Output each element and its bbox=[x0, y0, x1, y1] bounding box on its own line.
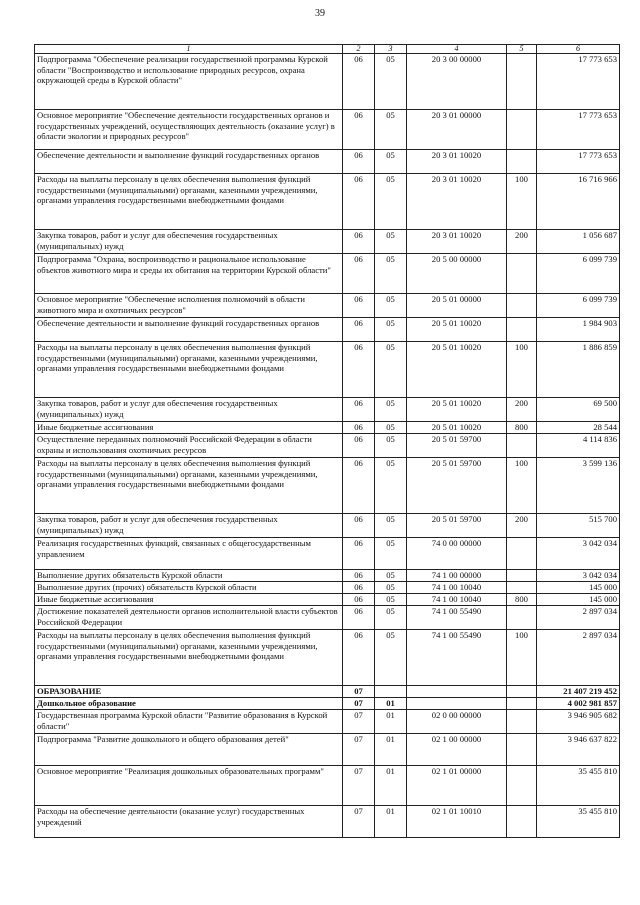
row-expense-type bbox=[507, 54, 537, 110]
row-subsection bbox=[375, 686, 407, 698]
row-amount: 21 407 219 452 bbox=[537, 686, 620, 698]
row-name: Основное мероприятие "Обеспечение деятельности государственных органов и государственных учреждений, осуществляющих деятельность (оказание услуг) в области экологии и природных ресурсов" bbox=[35, 110, 343, 150]
column-header: 4 bbox=[407, 45, 507, 54]
row-amount: 1 056 687 bbox=[537, 230, 620, 254]
row-subsection: 05 bbox=[375, 570, 407, 582]
row-expense-type: 200 bbox=[507, 514, 537, 538]
row-subsection: 05 bbox=[375, 630, 407, 686]
row-section: 06 bbox=[343, 606, 375, 630]
row-article: 20 3 00 00000 bbox=[407, 54, 507, 110]
row-name: Выполнение других (прочих) обязательств Курской области bbox=[35, 582, 343, 594]
table-row bbox=[35, 766, 620, 806]
row-expense-type bbox=[507, 710, 537, 734]
row-section: 06 bbox=[343, 54, 375, 110]
row-article: 02 1 01 10010 bbox=[407, 806, 507, 838]
row-article: 20 5 01 10020 bbox=[407, 342, 507, 398]
row-article: 20 3 01 10020 bbox=[407, 230, 507, 254]
row-amount: 3 946 905 682 bbox=[537, 710, 620, 734]
row-subsection: 05 bbox=[375, 230, 407, 254]
row-expense-type: 100 bbox=[507, 630, 537, 686]
table-row bbox=[35, 434, 620, 458]
row-expense-type bbox=[507, 766, 537, 806]
row-subsection: 05 bbox=[375, 150, 407, 174]
row-name: Расходы на обеспечение деятельности (оказание услуг) государственных учреждений bbox=[35, 806, 343, 838]
row-section: 07 bbox=[343, 806, 375, 838]
table-row bbox=[35, 110, 620, 150]
row-section: 07 bbox=[343, 698, 375, 710]
column-header: 6 bbox=[537, 45, 620, 54]
row-article: 20 3 01 10020 bbox=[407, 150, 507, 174]
row-subsection: 05 bbox=[375, 422, 407, 434]
row-article: 74 1 00 55490 bbox=[407, 606, 507, 630]
row-expense-type bbox=[507, 294, 537, 318]
row-amount: 69 500 bbox=[537, 398, 620, 422]
row-amount: 1 984 903 bbox=[537, 318, 620, 342]
row-expense-type: 100 bbox=[507, 174, 537, 230]
row-section: 06 bbox=[343, 398, 375, 422]
row-article: 20 3 01 00000 bbox=[407, 110, 507, 150]
row-name: Расходы на выплаты персоналу в целях обеспечения выполнения функций государственными (муниципальными) органами, казенными учреждениями, органами управления государственными внебюджетными фондами bbox=[35, 458, 343, 514]
row-amount: 1 886 859 bbox=[537, 342, 620, 398]
row-expense-type: 100 bbox=[507, 342, 537, 398]
row-name: Расходы на выплаты персоналу в целях обеспечения выполнения функций государственными (муниципальными) органами, казенными учреждениями, органами управления государственными внебюджетными фондами bbox=[35, 342, 343, 398]
row-expense-type bbox=[507, 150, 537, 174]
row-article: 74 0 00 00000 bbox=[407, 538, 507, 570]
row-expense-type bbox=[507, 698, 537, 710]
table-row bbox=[35, 54, 620, 110]
row-article: 02 1 01 00000 bbox=[407, 766, 507, 806]
row-amount: 17 773 653 bbox=[537, 110, 620, 150]
table-row bbox=[35, 254, 620, 294]
row-name: ОБРАЗОВАНИЕ bbox=[35, 686, 343, 698]
row-subsection: 05 bbox=[375, 434, 407, 458]
row-section: 07 bbox=[343, 766, 375, 806]
row-subsection: 05 bbox=[375, 514, 407, 538]
row-amount: 4 002 981 857 bbox=[537, 698, 620, 710]
row-subsection: 05 bbox=[375, 110, 407, 150]
row-name: Обеспечение деятельности и выполнение функций государственных органов bbox=[35, 318, 343, 342]
row-name: Государственная программа Курской области "Развитие образования в Курской области" bbox=[35, 710, 343, 734]
row-expense-type bbox=[507, 538, 537, 570]
row-article: 20 5 01 10020 bbox=[407, 318, 507, 342]
row-name: Закупка товаров, работ и услуг для обеспечения государственных (муниципальных) нужд bbox=[35, 398, 343, 422]
row-section: 06 bbox=[343, 538, 375, 570]
row-amount: 2 897 034 bbox=[537, 630, 620, 686]
row-amount: 3 946 637 822 bbox=[537, 734, 620, 766]
row-subsection: 05 bbox=[375, 538, 407, 570]
row-section: 06 bbox=[343, 458, 375, 514]
row-subsection: 05 bbox=[375, 458, 407, 514]
row-article: 20 5 01 59700 bbox=[407, 458, 507, 514]
row-article: 74 1 00 00000 bbox=[407, 570, 507, 582]
row-subsection: 05 bbox=[375, 54, 407, 110]
row-amount: 17 773 653 bbox=[537, 150, 620, 174]
row-article: 20 5 01 10020 bbox=[407, 422, 507, 434]
table-row bbox=[35, 686, 620, 698]
row-section: 06 bbox=[343, 318, 375, 342]
row-subsection: 05 bbox=[375, 254, 407, 294]
row-amount: 3 042 034 bbox=[537, 538, 620, 570]
table-row bbox=[35, 630, 620, 686]
row-expense-type bbox=[507, 570, 537, 582]
table-row bbox=[35, 230, 620, 254]
table-row bbox=[35, 398, 620, 422]
row-name: Подпрограмма "Обеспечение реализации государственной программы Курской области "Воспроизводство и использование природных ресурсов, охрана окружающей среды в Курской области" bbox=[35, 54, 343, 110]
table-row bbox=[35, 606, 620, 630]
table-row bbox=[35, 806, 620, 838]
row-section: 06 bbox=[343, 570, 375, 582]
row-subsection: 05 bbox=[375, 594, 407, 606]
row-expense-type bbox=[507, 434, 537, 458]
row-subsection: 05 bbox=[375, 318, 407, 342]
row-article: 74 1 00 55490 bbox=[407, 630, 507, 686]
row-subsection: 01 bbox=[375, 698, 407, 710]
row-article: 20 5 01 59700 bbox=[407, 434, 507, 458]
row-section: 06 bbox=[343, 230, 375, 254]
row-expense-type bbox=[507, 686, 537, 698]
row-article: 20 5 01 00000 bbox=[407, 294, 507, 318]
row-article: 74 1 00 10040 bbox=[407, 594, 507, 606]
row-amount: 17 773 653 bbox=[537, 54, 620, 110]
row-amount: 6 099 739 bbox=[537, 294, 620, 318]
row-amount: 145 000 bbox=[537, 582, 620, 594]
row-section: 06 bbox=[343, 342, 375, 398]
row-subsection: 01 bbox=[375, 734, 407, 766]
row-expense-type: 800 bbox=[507, 594, 537, 606]
row-subsection: 05 bbox=[375, 342, 407, 398]
row-article: 20 5 00 00000 bbox=[407, 254, 507, 294]
row-article: 74 1 00 10040 bbox=[407, 582, 507, 594]
row-article: 02 1 00 00000 bbox=[407, 734, 507, 766]
row-article: 20 5 01 59700 bbox=[407, 514, 507, 538]
row-section: 07 bbox=[343, 710, 375, 734]
table-row bbox=[35, 582, 620, 594]
row-section: 06 bbox=[343, 254, 375, 294]
row-expense-type: 100 bbox=[507, 458, 537, 514]
table-row bbox=[35, 570, 620, 582]
row-section: 06 bbox=[343, 630, 375, 686]
row-section: 06 bbox=[343, 294, 375, 318]
row-amount: 515 700 bbox=[537, 514, 620, 538]
page-number: 39 bbox=[315, 8, 325, 19]
table-row bbox=[35, 698, 620, 710]
row-name: Выполнение других обязательств Курской области bbox=[35, 570, 343, 582]
row-amount: 35 455 810 bbox=[537, 806, 620, 838]
row-subsection: 01 bbox=[375, 806, 407, 838]
table-row bbox=[35, 710, 620, 734]
row-section: 06 bbox=[343, 150, 375, 174]
row-name: Дошкольное образование bbox=[35, 698, 343, 710]
row-amount: 6 099 739 bbox=[537, 254, 620, 294]
row-name: Иные бюджетные ассигнования bbox=[35, 422, 343, 434]
table-row bbox=[35, 294, 620, 318]
row-name: Реализация государственных функций, связанных с общегосударственным управлением bbox=[35, 538, 343, 570]
column-header: 3 bbox=[375, 45, 407, 54]
table-row bbox=[35, 318, 620, 342]
row-name: Основное мероприятие "Обеспечение исполнения полномочий в области животного мира и охотничьих ресурсов" bbox=[35, 294, 343, 318]
row-expense-type bbox=[507, 806, 537, 838]
row-expense-type bbox=[507, 318, 537, 342]
table-row bbox=[35, 734, 620, 766]
row-amount: 145 000 bbox=[537, 594, 620, 606]
row-name: Достижение показателей деятельности органов исполнительной власти субъектов Российской Федерации bbox=[35, 606, 343, 630]
row-amount: 16 716 966 bbox=[537, 174, 620, 230]
row-name: Расходы на выплаты персоналу в целях обеспечения выполнения функций государственными (муниципальными) органами, казенными учреждениями, органами управления государственными внебюджетными фондами bbox=[35, 174, 343, 230]
column-header: 1 bbox=[35, 45, 343, 54]
row-name: Подпрограмма "Охрана, воспроизводство и рациональное использование объектов животного мира и среды их обитания на территории Курской области" bbox=[35, 254, 343, 294]
table-row bbox=[35, 538, 620, 570]
row-expense-type bbox=[507, 582, 537, 594]
row-subsection: 01 bbox=[375, 710, 407, 734]
row-article: 02 0 00 00000 bbox=[407, 710, 507, 734]
row-amount: 35 455 810 bbox=[537, 766, 620, 806]
row-section: 06 bbox=[343, 582, 375, 594]
row-expense-type bbox=[507, 254, 537, 294]
row-section: 07 bbox=[343, 686, 375, 698]
budget-table bbox=[34, 44, 620, 838]
table-row bbox=[35, 422, 620, 434]
row-article: 20 5 01 10020 bbox=[407, 398, 507, 422]
row-section: 06 bbox=[343, 594, 375, 606]
row-name: Основное мероприятие "Реализация дошкольных образовательных программ" bbox=[35, 766, 343, 806]
row-expense-type bbox=[507, 110, 537, 150]
table-row bbox=[35, 150, 620, 174]
row-subsection: 05 bbox=[375, 606, 407, 630]
row-expense-type: 800 bbox=[507, 422, 537, 434]
row-article bbox=[407, 698, 507, 710]
row-name: Обеспечение деятельности и выполнение функций государственных органов bbox=[35, 150, 343, 174]
table-row bbox=[35, 458, 620, 514]
row-amount: 28 544 bbox=[537, 422, 620, 434]
table-row bbox=[35, 174, 620, 230]
row-name: Подпрограмма "Развитие дошкольного и общего образования детей" bbox=[35, 734, 343, 766]
row-name: Иные бюджетные ассигнования bbox=[35, 594, 343, 606]
row-subsection: 05 bbox=[375, 294, 407, 318]
row-section: 06 bbox=[343, 434, 375, 458]
row-subsection: 05 bbox=[375, 398, 407, 422]
row-expense-type: 200 bbox=[507, 398, 537, 422]
row-section: 06 bbox=[343, 110, 375, 150]
column-header: 5 bbox=[507, 45, 537, 54]
row-amount: 3 042 034 bbox=[537, 570, 620, 582]
row-expense-type bbox=[507, 606, 537, 630]
row-name: Закупка товаров, работ и услуг для обеспечения государственных (муниципальных) нужд bbox=[35, 514, 343, 538]
column-header: 2 bbox=[343, 45, 375, 54]
row-section: 06 bbox=[343, 174, 375, 230]
row-amount: 3 599 136 bbox=[537, 458, 620, 514]
row-subsection: 05 bbox=[375, 582, 407, 594]
row-name: Закупка товаров, работ и услуг для обеспечения государственных (муниципальных) нужд bbox=[35, 230, 343, 254]
row-name: Осуществление переданных полномочий Российской Федерации в области охраны и использования охотничьих ресурсов bbox=[35, 434, 343, 458]
row-amount: 2 897 034 bbox=[537, 606, 620, 630]
table-header-row bbox=[35, 45, 620, 54]
row-article: 20 3 01 10020 bbox=[407, 174, 507, 230]
row-expense-type bbox=[507, 734, 537, 766]
table-row bbox=[35, 594, 620, 606]
table-row bbox=[35, 514, 620, 538]
row-subsection: 05 bbox=[375, 174, 407, 230]
row-section: 06 bbox=[343, 514, 375, 538]
row-name: Расходы на выплаты персоналу в целях обеспечения выполнения функций государственными (муниципальными) органами, казенными учреждениями, органами управления государственными внебюджетными фондами bbox=[35, 630, 343, 686]
row-section: 07 bbox=[343, 734, 375, 766]
table-row bbox=[35, 342, 620, 398]
row-subsection: 01 bbox=[375, 766, 407, 806]
row-article bbox=[407, 686, 507, 698]
row-expense-type: 200 bbox=[507, 230, 537, 254]
row-amount: 4 114 836 bbox=[537, 434, 620, 458]
row-section: 06 bbox=[343, 422, 375, 434]
